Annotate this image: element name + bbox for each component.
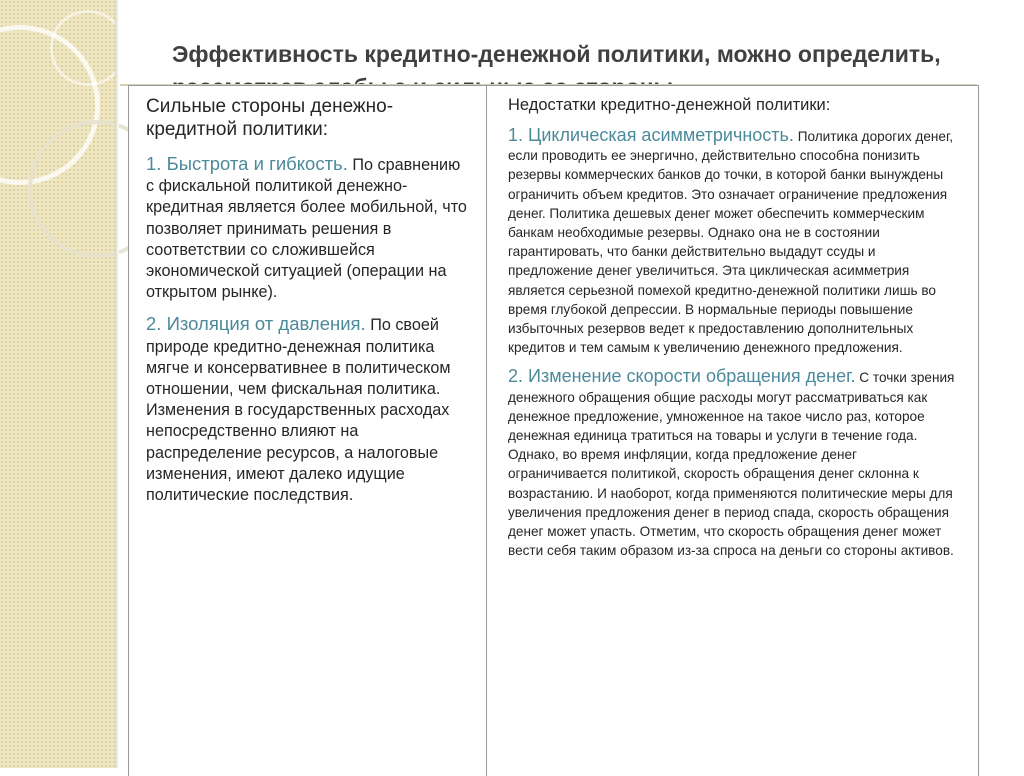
strengths-column [146, 86, 471, 516]
weakness-point-title: 1. Циклическая асимметричность. [508, 125, 794, 145]
weakness-point [508, 126, 956, 357]
comparison-table [128, 85, 979, 776]
strength-point-title: 2. Изоляция от давления. [146, 313, 366, 335]
strength-point [146, 153, 471, 303]
weaknesses-heading: Недостатки кредитно-денежной политики: [508, 96, 831, 114]
strength-point [146, 313, 471, 506]
strength-point-text: По своей природе кредитно-денежная политика мягче и консервативнее в политическом отношении, чем фискальная политика. Изменения в государственных расходах непосредственно влияют на распределение ресурсов, а налоговые изменения, имеют далеко идущие политические последствия. [146, 316, 451, 505]
decorative-side-band [0, 0, 115, 768]
slide-title: Эффективность кредитно-денежной политики, можно определить, [172, 41, 941, 67]
side-band-shadow [115, 0, 119, 768]
weakness-point [508, 367, 956, 560]
strength-point-text: По сравнению с фискальной политикой денежно-кредитная является более мобильной, что позволяет принимать решения в соответствии со сложившейся экономической ситуацией (операции на открытом рынке). [146, 156, 467, 302]
strength-point-title: 1. Быстрота и гибкость. [146, 153, 348, 174]
column-divider [486, 86, 487, 776]
weakness-point-title: 2. Изменение скорости обращения денег. [508, 366, 856, 387]
weaknesses-column [508, 86, 956, 570]
weakness-point-text: Политика дорогих денег, если проводить ее энергично, действительно способна понизить резервы коммерческих банков до точки, в которой банки вынуждены ограничить объем кредитов. Это означает ограничение предложения денег. Политика дешевых денег может обеспечить коммерческим банкам необходимые резервы. Однако она не в состоянии гарантировать, что банки действительно выдадут ссуды и предложение денег увеличиться. Эта циклическая асимметрия является серьезной помехой кредитно-денежной политики лишь во время глубокой депрессии. В нормальные периоды повышение избыточных резервов ведет к предоставлению дополнительных кредитов и тем самым к увеличению денежного предложения. [508, 129, 954, 356]
strengths-heading: Сильные стороны денежно-кредитной политики: [146, 96, 394, 140]
weakness-point-text: С точки зрения денежного обращения общие расходы могут рассматриваться как денежное предложение, умноженное на такое число раз, которое денежная единица тратиться на товары и услуги в течение года. Однако, во время инфляции, когда предложение денег ограничивается политикой, скорость обращения денег склонна к возрастанию. И наоборот, когда применяются политические меры для увеличения предложения денег в период спада, скорость обращения денег может упасть. Отметим, что скорость обращения денег может вести себя таким образом из-за спроса на деньги со стороны активов. [508, 370, 955, 559]
